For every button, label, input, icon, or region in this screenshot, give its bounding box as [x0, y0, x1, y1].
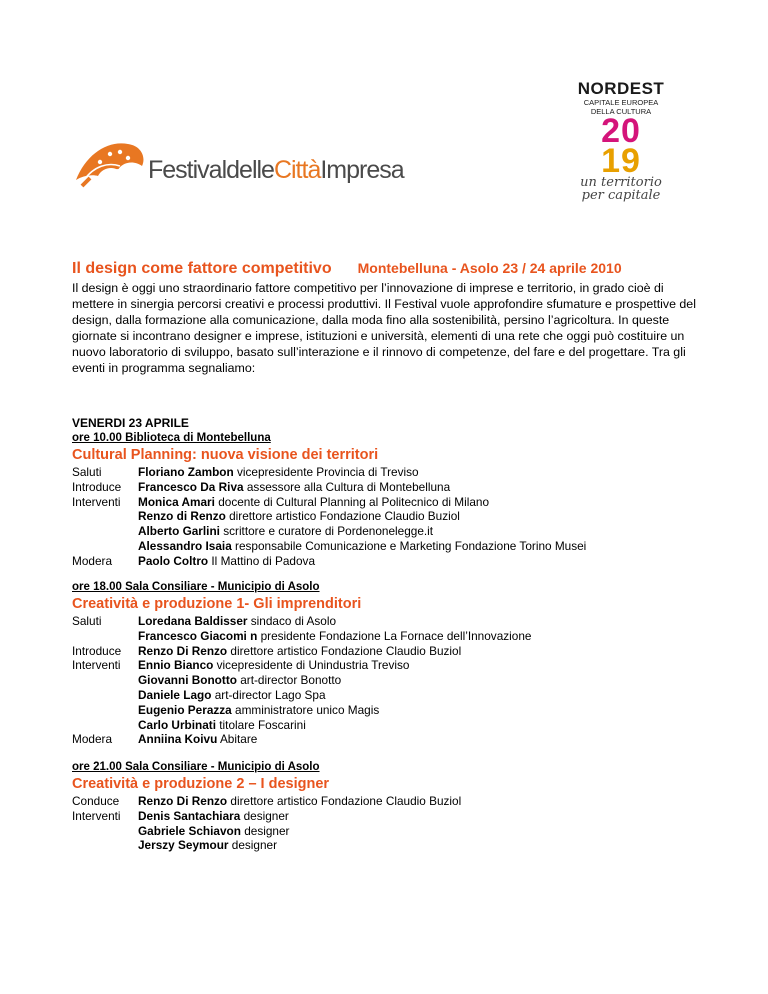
program-row: [72, 465, 586, 480]
speaker-name: Francesco Da Riva: [138, 479, 244, 494]
program-row: [72, 718, 531, 733]
speaker-name: Renzo Di Renzo: [138, 643, 228, 658]
event-title: Creatività e produzione 2 – I designer: [72, 776, 330, 792]
program-person: [138, 524, 433, 539]
event-2: [72, 580, 531, 747]
program-person: [138, 688, 326, 703]
year-top: 20: [601, 112, 641, 150]
speaker-name: Giovanni Bonotto: [138, 673, 237, 688]
speaker-role: direttore artistico Fondazione Claudio Buziol: [225, 509, 460, 524]
program-role: [72, 688, 138, 703]
speaker-role: vicepresidente Provincia di Treviso: [233, 465, 419, 479]
page-title: Il design come fattore competitivo Montebelluna - Asolo 23 / 24 aprile 2010: [72, 260, 622, 277]
speaker-role: presidente Fondazione La Fornace dell’Innovazione: [257, 628, 532, 643]
speaker-role: scrittore e curatore di Pordenonelegge.it: [219, 524, 434, 539]
speaker-name: Gabriele Schiavon: [138, 823, 241, 838]
program-person: [138, 465, 419, 480]
program-person: [138, 629, 531, 644]
speaker-role: Il Mattino di Padova: [208, 553, 316, 568]
speaker-role: art-director Lago Spa: [211, 687, 326, 702]
program-row: [72, 495, 586, 510]
speaker-role: responsabile Comunicazione e Marketing Fondazione Torino Musei: [231, 538, 587, 553]
program-row: [72, 614, 531, 629]
speaker-role: designer: [228, 838, 278, 853]
program-role: [72, 524, 138, 539]
program-person: [138, 554, 315, 569]
nordest-subtitle-1: CAPITALE EUROPEA: [583, 98, 659, 107]
program-person: [138, 824, 289, 839]
program-role: Saluti: [72, 614, 102, 628]
program-row: [72, 794, 461, 809]
speaker-name: Monica Amari: [138, 494, 215, 509]
program-role: [72, 539, 138, 554]
speaker-name: Carlo Urbinati: [138, 717, 216, 732]
speaker-name: Renzo Di Renzo: [138, 794, 228, 808]
program-role: Conduce: [72, 794, 120, 808]
program-role: Introduce: [72, 643, 122, 658]
program-person: [138, 644, 461, 659]
program-role: [72, 673, 138, 688]
page-subtitle: Montebelluna - Asolo 23 / 24 aprile 2010: [357, 260, 622, 276]
event-day: VENERDI 23 APRILE: [72, 416, 189, 430]
program-role: Interventi: [72, 658, 121, 673]
event-1: [72, 416, 586, 569]
speaker-name: Eugenio Perazza: [138, 702, 232, 717]
speaker-role: direttore artistico Fondazione Claudio Buziol: [227, 643, 462, 658]
speaker-role: amministratore unico Magis: [231, 702, 380, 717]
nordest-subtitle-2: DELLA CULTURA: [590, 107, 652, 116]
festival-name: FestivaldelleCittàImpresa: [148, 156, 404, 184]
program-person: [138, 703, 379, 718]
speaker-name: Alessandro Isaia: [138, 538, 232, 553]
program-role: Introduce: [72, 479, 122, 494]
speaker-name: Jerszy Seymour: [138, 838, 229, 853]
program-row: [72, 703, 531, 718]
program-person: [138, 495, 489, 510]
speaker-role: docente di Cultural Planning al Politecnico di Milano: [214, 494, 490, 509]
event-rows: [72, 794, 461, 853]
program-row: [72, 673, 531, 688]
program-role: [72, 703, 138, 718]
program-row: [72, 658, 531, 673]
intro-paragraph: Il design è oggi uno straordinario fattore competitivo per l’innovazione di imprese e territorio, in grado cioè di mettere in sinergia percorsi creativi e processi produttivi. Il Festival vuole approfondire sfumature e prospettive del design, dalla formazione alla comunicazione, dalla moda fino alla sostenibilità, persino l’agricoltura. In queste giornate si incontrano designer e imprese, istituzioni e università, elementi di una rete che oggi può costituire un nuovo laboratorio di sviluppo, basato sull’interazione e il rinnovo di competenze, del fare e del progettare. Tra gli eventi in programma segnaliamo:: [72, 281, 696, 375]
speaker-role: titolare Foscarini: [216, 717, 306, 732]
program-role: [72, 629, 138, 644]
speaker-role: vicepresidente di Unindustria Treviso: [213, 658, 410, 673]
program-row: [72, 824, 461, 839]
program-role: Modera: [72, 732, 112, 747]
program-row: [72, 838, 461, 853]
speaker-role: art-director Bonotto: [236, 673, 342, 688]
event-rows: [72, 465, 586, 569]
speaker-name: Ennio Bianco: [138, 658, 214, 673]
program-row: [72, 629, 531, 644]
program-row: [72, 524, 586, 539]
program-row: [72, 809, 461, 824]
program-row: [72, 644, 531, 659]
program-person: [138, 794, 461, 809]
tagline-2: per capitale: [581, 188, 661, 203]
program-role: [72, 509, 138, 524]
program-person: [138, 509, 460, 524]
speaker-role: Abitare: [217, 732, 258, 747]
program-role: Interventi: [72, 494, 121, 509]
event-when: ore 18.00 Sala Consiliare - Municipio di Asolo: [72, 581, 320, 593]
program-row: [72, 554, 586, 569]
speaker-role: direttore artistico Fondazione Claudio Buziol: [227, 794, 462, 808]
speaker-role: sindaco di Asolo: [247, 614, 337, 628]
program-person: [138, 658, 409, 673]
event-title: Cultural Planning: nuova visione dei territori: [72, 447, 379, 463]
program-role: [72, 824, 138, 839]
year-bottom: 19: [601, 142, 641, 180]
event-when: ore 21.00 Sala Consiliare - Municipio di Asolo: [72, 761, 320, 773]
program-role: Interventi: [72, 808, 121, 823]
program-row: [72, 688, 531, 703]
nordest-title: NORDEST: [577, 79, 665, 98]
speaker-name: Daniele Lago: [138, 687, 212, 702]
event-title: Creatività e produzione 1- Gli imprenditori: [72, 596, 362, 612]
speaker-name: Paolo Coltro: [138, 553, 209, 568]
program-person: [138, 838, 277, 853]
program-person: [138, 539, 586, 554]
speaker-role: designer: [240, 808, 289, 823]
program-role: [72, 838, 138, 853]
speaker-name: Alberto Garlini: [138, 524, 220, 539]
speaker-role: designer: [240, 823, 290, 838]
program-row: [72, 509, 586, 524]
program-row: [72, 480, 586, 495]
speaker-name: Francesco Giacomi n: [138, 628, 258, 643]
program-person: [138, 718, 306, 733]
event-3: [72, 760, 461, 853]
event-when: ore 10.00 Biblioteca di Montebelluna: [72, 432, 271, 444]
speaker-name: Loredana Baldisser: [138, 614, 248, 628]
nordest-logo: [566, 80, 676, 230]
event-rows: [72, 614, 531, 747]
program-role: Saluti: [72, 465, 102, 479]
program-person: [138, 673, 341, 688]
speaker-name: Denis Santachiara: [138, 808, 241, 823]
program-role: Modera: [72, 553, 112, 568]
program-role: [72, 718, 138, 733]
speaker-name: Anniina Koivu: [138, 732, 218, 747]
speaker-name: Floriano Zambon: [138, 465, 234, 479]
program-row: [72, 539, 586, 554]
program-person: [138, 614, 336, 629]
program-person: [138, 480, 450, 495]
tagline-1: un territorio: [580, 175, 662, 190]
program-person: [138, 809, 289, 824]
program-person: [138, 732, 257, 747]
speaker-name: Renzo di Renzo: [138, 509, 226, 524]
program-row: [72, 732, 531, 747]
speaker-role: assessore alla Cultura di Montebelluna: [243, 479, 451, 494]
